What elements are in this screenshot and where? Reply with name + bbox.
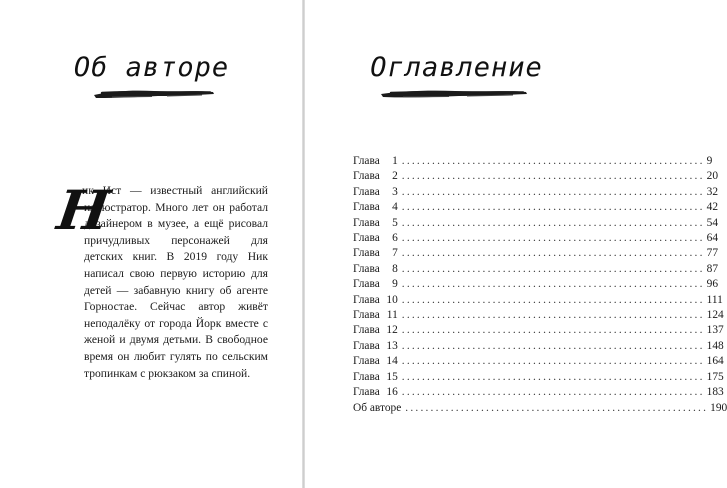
- toc-label: Глава: [353, 324, 380, 337]
- toc-label: Глава: [353, 155, 380, 167]
- toc-leader-dots: ............................................................: [405, 401, 709, 414]
- toc-label: Глава: [353, 201, 380, 214]
- toc-chapter-number: 6: [392, 232, 398, 245]
- toc-leader-dots: ............................................................: [401, 262, 705, 275]
- toc-page-number: 175: [706, 370, 724, 383]
- toc-leader-dots: ............................................................: [401, 232, 705, 245]
- toc-chapter-number: 1: [392, 155, 398, 167]
- toc-page-number: 111: [706, 293, 723, 306]
- about-heading: Об авторе: [73, 52, 230, 83]
- toc-leader-dots: ............................................................: [401, 386, 705, 399]
- toc-chapter-number: 15: [386, 370, 398, 383]
- toc-label: Глава: [353, 278, 380, 291]
- toc-row: [353, 216, 719, 231]
- toc-row: [353, 169, 719, 184]
- toc-page-number: 124: [706, 309, 724, 322]
- toc-page-number: 64: [706, 232, 719, 245]
- toc-label: Глава: [353, 355, 380, 368]
- toc-leader-dots: ............................................................: [401, 185, 705, 198]
- toc-row: [353, 354, 724, 369]
- toc-leader-dots: ............................................................: [401, 370, 705, 383]
- brush-stroke-underline-icon: [379, 86, 529, 102]
- toc-row: [353, 339, 724, 354]
- toc-row: [353, 154, 713, 169]
- toc-leader-dots: ............................................................: [401, 201, 705, 214]
- right-page: [305, 0, 727, 488]
- toc-row: [353, 185, 719, 200]
- toc-row: [353, 370, 724, 385]
- toc-leader-dots: ............................................................: [401, 247, 705, 260]
- about-author-text: [53, 178, 268, 382]
- toc-chapter-number: 11: [386, 309, 398, 322]
- toc-page-number: 148: [706, 339, 724, 352]
- toc-label: Глава: [353, 216, 380, 229]
- toc-leader-dots: ............................................................: [401, 293, 705, 306]
- toc-label: Глава: [353, 293, 380, 306]
- toc-row: [353, 246, 719, 261]
- toc-label: Глава: [353, 262, 380, 275]
- toc-chapter-number: 13: [386, 339, 398, 352]
- toc-page-number: 32: [706, 185, 719, 198]
- toc-chapter-number: 10: [386, 293, 398, 306]
- toc-leader-dots: ............................................................: [401, 216, 705, 229]
- toc-row: [353, 293, 723, 308]
- toc-leader-dots: ............................................................: [401, 309, 705, 322]
- toc-row: [353, 401, 727, 416]
- toc-row: [353, 200, 719, 215]
- table-of-contents: [353, 154, 727, 416]
- toc-page-number: 9: [706, 155, 713, 167]
- toc-label: Глава: [353, 232, 380, 245]
- toc-row: [353, 231, 719, 246]
- toc-chapter-number: 2: [392, 170, 398, 183]
- toc-chapter-number: 4: [392, 201, 398, 214]
- toc-page-number: 87: [706, 262, 719, 275]
- toc-chapter-number: 5: [392, 216, 398, 229]
- toc-chapter-number: 3: [392, 185, 398, 198]
- toc-row: [353, 323, 724, 338]
- drop-cap: Н: [53, 178, 114, 242]
- toc-leader-dots: ............................................................: [401, 339, 705, 352]
- toc-page-number: 20: [706, 170, 719, 183]
- toc-leader-dots: ............................................................: [401, 355, 705, 368]
- toc-chapter-number: 8: [392, 262, 398, 275]
- toc-label: Глава: [353, 370, 380, 383]
- toc-leader-dots: ............................................................: [401, 278, 705, 291]
- about-paragraph: ик Ист — известный английский иллюстратор. Много лет он работал дизайнером в музее, а ещё рисовал причудливых персонажей для детских книг. В 2019 году Ник написал свою первую историю для детей — забавную книгу об агенте Горностае. Сейчас автор живёт неподалёку от города Йорк вместе с женой и двумя детьми. В свободное время он любит гулять по сельским тропинкам с рюкзаком за спиной.: [82, 184, 268, 380]
- toc-chapter-number: 7: [392, 247, 398, 260]
- toc-page-number: 164: [706, 355, 724, 368]
- toc-chapter-number: 9: [392, 278, 398, 291]
- toc-page-number: 190: [710, 401, 727, 414]
- toc-row: [353, 385, 724, 400]
- toc-page-number: 77: [706, 247, 719, 260]
- brush-stroke-underline-icon: [92, 86, 216, 102]
- toc-chapter-number: 14: [386, 355, 398, 368]
- toc-page-number: 137: [706, 324, 724, 337]
- toc-leader-dots: ............................................................: [401, 324, 705, 337]
- toc-label: Глава: [353, 386, 380, 399]
- toc-row: [353, 308, 724, 323]
- toc-label: Глава: [353, 170, 380, 183]
- toc-label: Глава: [353, 185, 380, 198]
- toc-label: Об авторе: [353, 401, 402, 414]
- contents-heading: Оглавление: [370, 52, 543, 83]
- toc-row: [353, 277, 719, 292]
- toc-page-number: 96: [706, 278, 719, 291]
- toc-leader-dots: ............................................................: [401, 155, 705, 167]
- toc-page-number: 183: [706, 386, 724, 399]
- toc-chapter-number: 12: [386, 324, 398, 337]
- toc-page-number: 54: [706, 216, 719, 229]
- toc-leader-dots: ............................................................: [401, 170, 705, 183]
- left-page: [0, 0, 303, 488]
- toc-row: [353, 262, 719, 277]
- toc-label: Глава: [353, 309, 380, 322]
- toc-label: Глава: [353, 247, 380, 260]
- toc-label: Глава: [353, 339, 380, 352]
- toc-chapter-number: 16: [386, 386, 398, 399]
- toc-page-number: 42: [706, 201, 719, 214]
